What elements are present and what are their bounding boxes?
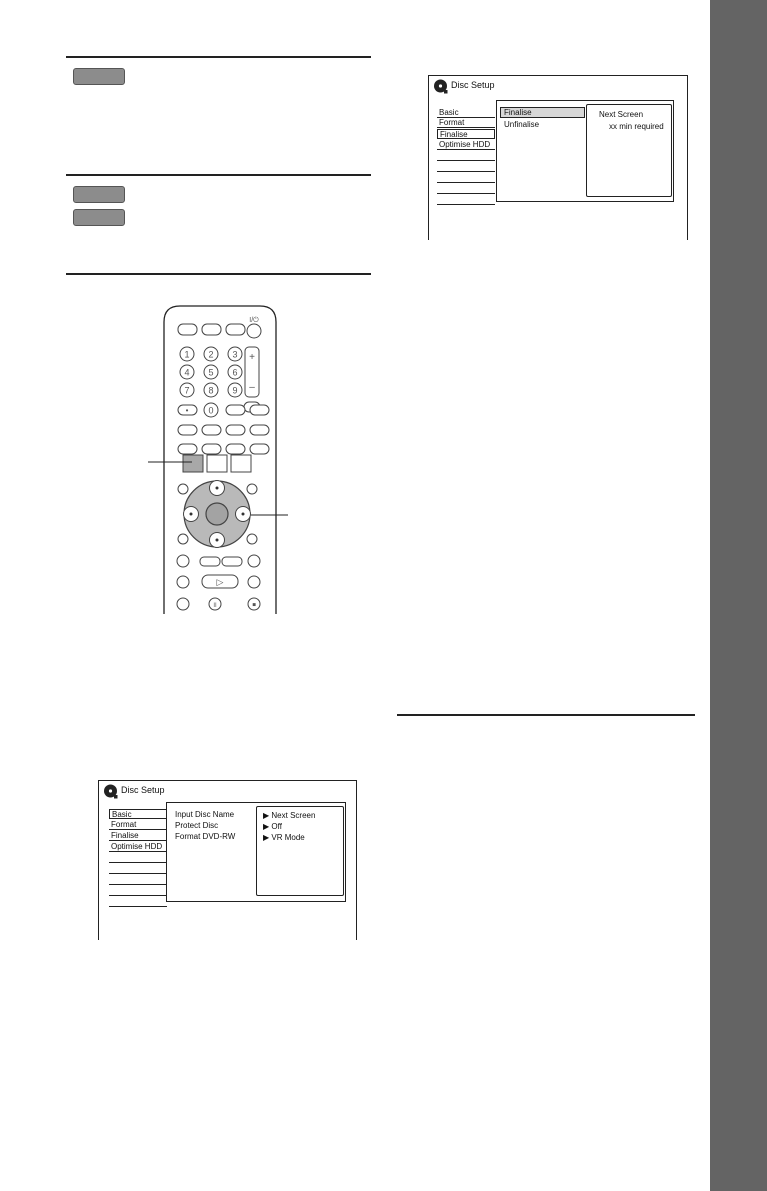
volume-plus-label: + (249, 352, 255, 363)
menu-item-empty (109, 864, 167, 874)
menu-item-empty (437, 195, 495, 205)
digit-label: 5 (208, 367, 214, 378)
disc-icon (103, 784, 118, 799)
option-format-dvd-rw[interactable]: Format DVD-RW (175, 832, 236, 841)
menu-item-format[interactable]: Format (109, 820, 167, 830)
menu-item-finalise[interactable]: Finalise (437, 129, 495, 139)
disc-icon (433, 79, 448, 94)
volume-minus-label: – (249, 382, 255, 393)
digit-label: 9 (232, 385, 238, 396)
menu-item-basic[interactable]: Basic (437, 108, 495, 118)
disc-setup-screen-basic (98, 780, 357, 940)
options-panel (496, 100, 674, 202)
values-panel (256, 806, 344, 896)
menu-item-empty (437, 184, 495, 194)
option-finalise[interactable]: Finalise (500, 107, 585, 118)
values-panel (586, 104, 672, 197)
digit-label: 6 (232, 367, 238, 378)
stop-label: ■ (252, 602, 256, 609)
value-vr-mode (263, 833, 305, 842)
menu-item-empty (437, 173, 495, 183)
menu-item-finalise[interactable]: Finalise (109, 831, 167, 841)
screen-title: Disc Setup (451, 80, 495, 90)
play-arrow-icon: ▶ (263, 833, 270, 842)
pause-label: II (213, 603, 217, 609)
digit-label: 8 (208, 385, 214, 396)
value-label: VR Mode (271, 833, 305, 842)
play-arrow-icon: ▶ (263, 811, 270, 820)
digit-label: 1 (184, 349, 190, 360)
digit-label: 7 (184, 385, 190, 396)
digit-label: 2 (208, 349, 214, 360)
option-protect-disc[interactable]: Protect Disc (175, 821, 219, 830)
screen-title: Disc Setup (121, 785, 165, 795)
value-next-screen (263, 811, 315, 820)
option-input-disc-name[interactable]: Input Disc Name (175, 810, 235, 819)
menu-item-optimise-hdd[interactable]: Optimise HDD (437, 140, 495, 150)
menu-item-empty (437, 162, 495, 172)
value-off (263, 822, 282, 831)
menu-item-empty (109, 875, 167, 885)
menu-item-basic[interactable]: Basic (109, 809, 167, 819)
dot-label: • (185, 406, 189, 415)
digit-label: 0 (208, 405, 214, 416)
disc-setup-screen-finalise (428, 75, 688, 240)
menu-item-format[interactable]: Format (437, 118, 495, 128)
options-panel (166, 802, 346, 902)
option-unfinalise[interactable]: Unfinalise (504, 120, 540, 129)
menu-item-empty (437, 151, 495, 161)
menu-item-optimise-hdd[interactable]: Optimise HDD (109, 842, 167, 852)
value-next-screen: Next Screen (599, 110, 644, 119)
play-arrow-icon: ▶ (263, 822, 270, 831)
power-label: I/⏻ (249, 317, 259, 324)
play-label: ▷ (216, 577, 224, 587)
digit-label: 3 (232, 349, 238, 360)
value-label: Next Screen (271, 811, 316, 820)
menu-item-empty (109, 886, 167, 896)
digit-label: 4 (184, 367, 190, 378)
menu-item-empty (109, 897, 167, 907)
value-time-required: xx min required (609, 122, 664, 131)
value-label: Off (271, 822, 282, 831)
menu-item-empty (109, 853, 167, 863)
